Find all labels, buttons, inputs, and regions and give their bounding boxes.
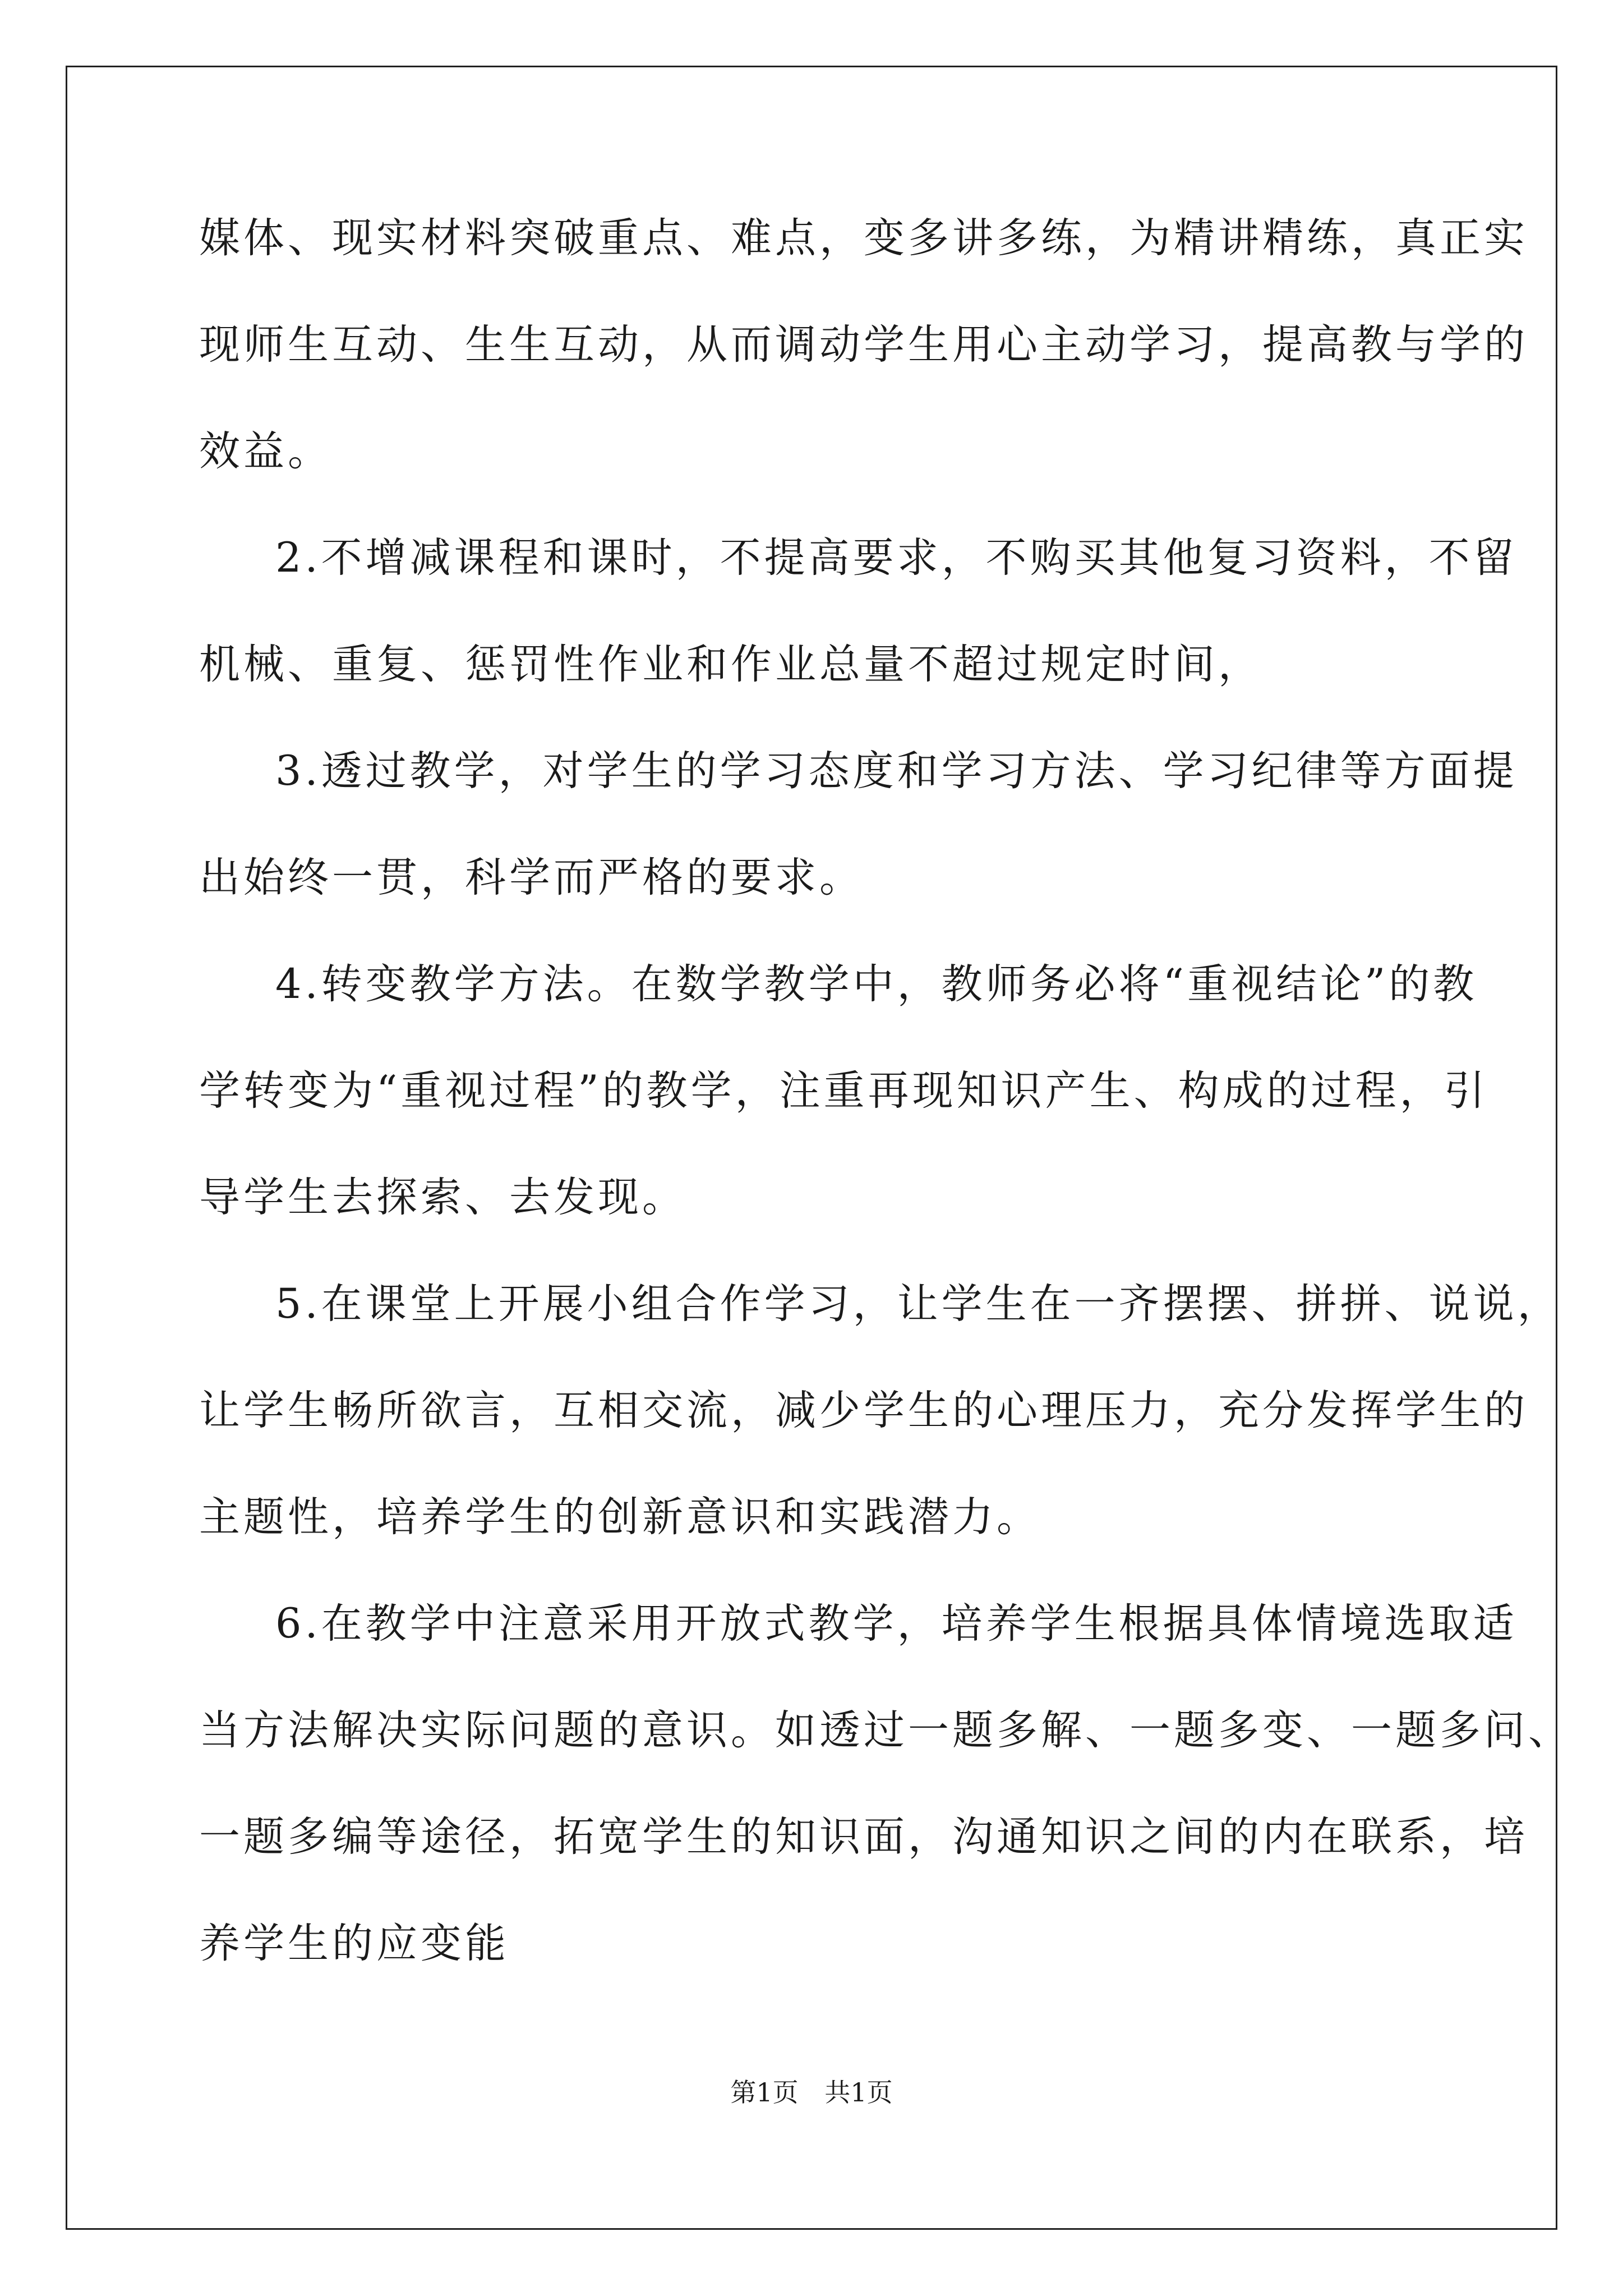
paragraph-6-start: 6.在教学中注意采用开放式教学，培养学生根据具体情境选取适 (275, 1600, 1518, 1648)
text-line: 媒体、现实材料突破重点、难点，变多讲多练，为精讲精练，真正实 (199, 214, 1528, 262)
text-line: 当方法解决实际问题的意识。如透过一题多解、一题多变、一题多问、 (199, 1706, 1573, 1754)
paragraph-5-start: 5.在课堂上开展小组合作学习，让学生在一齐摆摆、拼拼、说说， (275, 1280, 1562, 1328)
page-border (66, 66, 1557, 2230)
paragraph-4-start: 4.转变教学方法。在数学教学中，教师务必将“重视结论”的教 (275, 960, 1478, 1008)
text-line: 导学生去探索、去发现。 (199, 1174, 686, 1221)
text-line: 效益。 (199, 427, 332, 475)
text-line: 养学生的应变能 (199, 1920, 509, 1967)
paragraph-3-start: 3.透过教学，对学生的学习态度和学习方法、学习纪律等方面提 (275, 747, 1518, 795)
text-line: 现师生互动、生生互动，从而调动学生用心主动学习，提高教与学的 (199, 321, 1528, 369)
page-total: 共1页 (824, 2077, 893, 2108)
page-footer (0, 2076, 1623, 2109)
text-line: 学转变为“重视过程”的教学，注重再现知识产生、构成的过程，引 (199, 1067, 1488, 1115)
text-line: 出始终一贯，科学而严格的要求。 (199, 854, 864, 901)
text-line: 机械、重复、惩罚性作业和作业总量不超过规定时间， (199, 641, 1262, 688)
text-line: 让学生畅所欲言，互相交流，减少学生的心理压力，充分发挥学生的 (199, 1387, 1528, 1434)
text-line: 一题多编等途径，拓宽学生的知识面，沟通知识之间的内在联系，培 (199, 1813, 1528, 1861)
page-number: 第1页 (730, 2077, 799, 2108)
paragraph-2-start: 2.不增减课程和课时，不提高要求，不购买其他复习资料，不留 (275, 534, 1518, 582)
text-line: 主题性，培养学生的创新意识和实践潜力。 (199, 1493, 1041, 1541)
